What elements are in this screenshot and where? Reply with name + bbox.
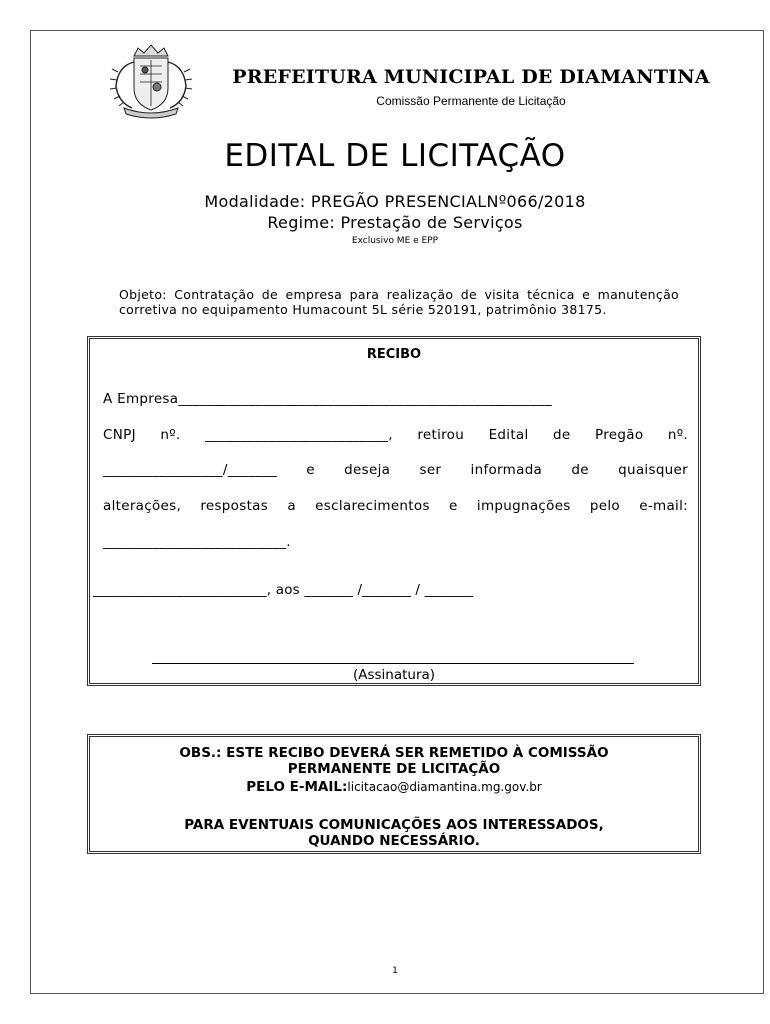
- page-number: 1: [392, 966, 398, 976]
- signature-label: (Assinatura): [352, 667, 436, 683]
- obs-email-label: PELO E-MAIL:: [246, 779, 348, 795]
- objeto-paragraph: Objeto: Contratação de empresa para realização de visita técnica e manutenção corretiva no equipamento Humacount 5L série 520191, patrimônio 38175.: [119, 287, 679, 317]
- pregao-number-line: _________________/_______ e deseja ser informada de quaisquer: [103, 462, 688, 478]
- obs-email-line: [90, 779, 698, 795]
- signature-line: [152, 663, 634, 664]
- regime-text: Regime: Prestação de Serviços: [267, 213, 523, 232]
- obs-line: OBS.: ESTE RECIBO DEVERÁ SER REMETIDO À COMISSÃO: [179, 745, 609, 761]
- municipal-coat-of-arms-icon: [104, 42, 198, 120]
- org-name: PREFEITURA MUNICIPAL DE DIAMANTINA: [232, 66, 710, 88]
- obs-notice: [87, 734, 701, 854]
- obs-line: PARA EVENTUAIS COMUNICAÇÕES AOS INTERESSADOS,: [184, 817, 604, 833]
- recibo-title: RECIBO: [366, 347, 422, 362]
- alteracoes-line: alterações, respostas a esclarecimentos e impugnações pelo e-mail:: [103, 498, 688, 514]
- page-title: EDITAL DE LICITAÇÃO: [224, 138, 566, 174]
- obs-line: PERMANENTE DE LICITAÇÃO: [287, 761, 501, 777]
- org-subtitle: Comissão Permanente de Licitação: [376, 94, 566, 108]
- exclusivo-note: Exclusivo ME e EPP: [351, 236, 439, 246]
- email-field-line: __________________________.: [103, 534, 291, 550]
- date-field-line: _________________________, aos _______ /_______ / _______: [93, 582, 474, 598]
- obs-email-address: licitacao@diamantina.mg.gov.br: [347, 780, 542, 794]
- modalidade-text: Modalidade: PREGÃO PRESENCIALNº066/2018: [204, 192, 586, 211]
- cnpj-field-line: CNPJ nº. __________________________, retirou Edital de Pregão nº.: [103, 427, 688, 443]
- obs-line: QUANDO NECESSÁRIO.: [308, 833, 480, 849]
- empresa-field-line: A Empresa_____________________________________________________: [103, 391, 552, 407]
- recibo-form: [87, 336, 701, 686]
